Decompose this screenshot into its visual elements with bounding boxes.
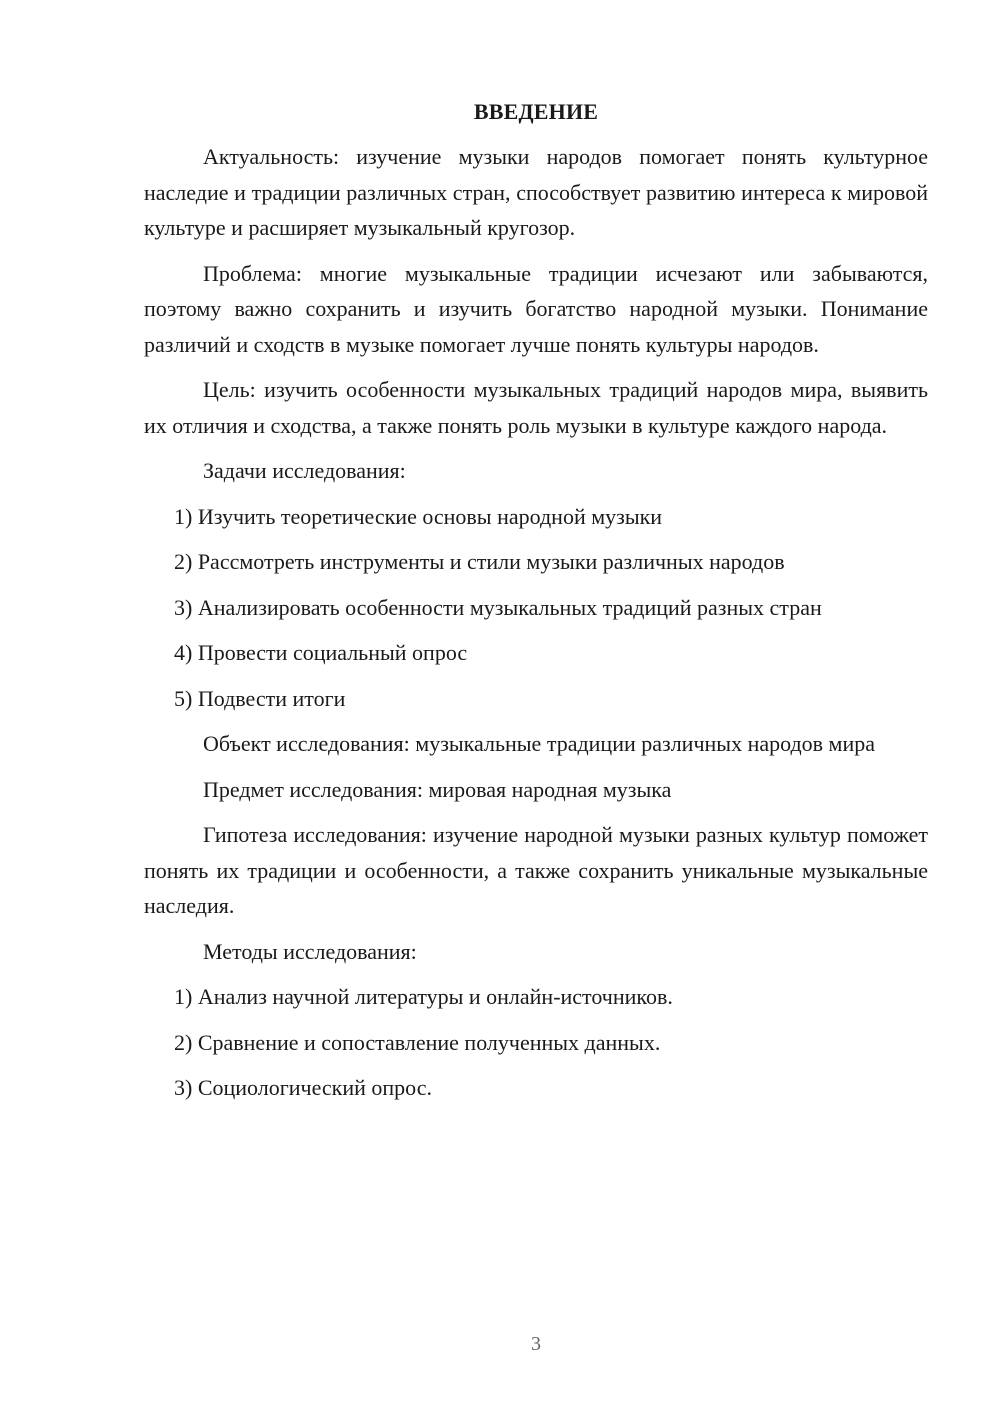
methods-list [144, 979, 928, 1106]
relevance-paragraph: Актуальность: изучение музыки народов помогает понять культурное наследие и традиции различных стран, способствует развитию интереса к мировой культуре и расширяет музыкальный кругозор. [144, 144, 928, 240]
method-item: 3) Социологический опрос. [174, 1075, 432, 1100]
object-paragraph: Объект исследования: музыкальные традиции различных народов мира [203, 731, 876, 756]
tasks-heading: Задачи исследования: [203, 458, 406, 483]
page-body [144, 94, 928, 1116]
methods-heading: Методы исследования: [203, 938, 417, 964]
goal-paragraph: Цель: изучить особенности музыкальных традиций народов мира, выявить их отличия и сходства, а также понять роль музыки в культуре каждого народа. [144, 377, 928, 438]
task-item: 5) Подвести итоги [174, 685, 346, 711]
hypothesis-paragraph: Гипотеза исследования: изучение народной музыки разных культур поможет понять их традиции и особенности, а также сохранить уникальные музыкальные наследия. [144, 822, 928, 918]
tasks-list [144, 499, 928, 717]
subject-paragraph: Предмет исследования: мировая народная музыка [203, 776, 672, 802]
problem-paragraph: Проблема: многие музыкальные традиции исчезают или забываются, поэтому важно сохранить и изучить богатство народной музыки. Понимание различий и сходств в музыке помогает лучше понять культуры народов. [144, 260, 928, 357]
task-item: 3) Анализировать особенности музыкальных традиций разных стран [174, 594, 822, 620]
method-item: 2) Сравнение и сопоставление полученных данных. [174, 1029, 661, 1055]
task-item: 4) Провести социальный опрос [174, 640, 468, 665]
method-item: 1) Анализ научной литературы и онлайн-источников. [174, 984, 673, 1009]
task-item: 2) Рассмотреть инструменты и стили музыки различных народов [174, 549, 785, 574]
page-number: 3 [531, 1333, 541, 1355]
section-title: ВВЕДЕНИЕ [473, 99, 599, 124]
task-item: 1) Изучить теоретические основы народной музыки [174, 503, 663, 529]
